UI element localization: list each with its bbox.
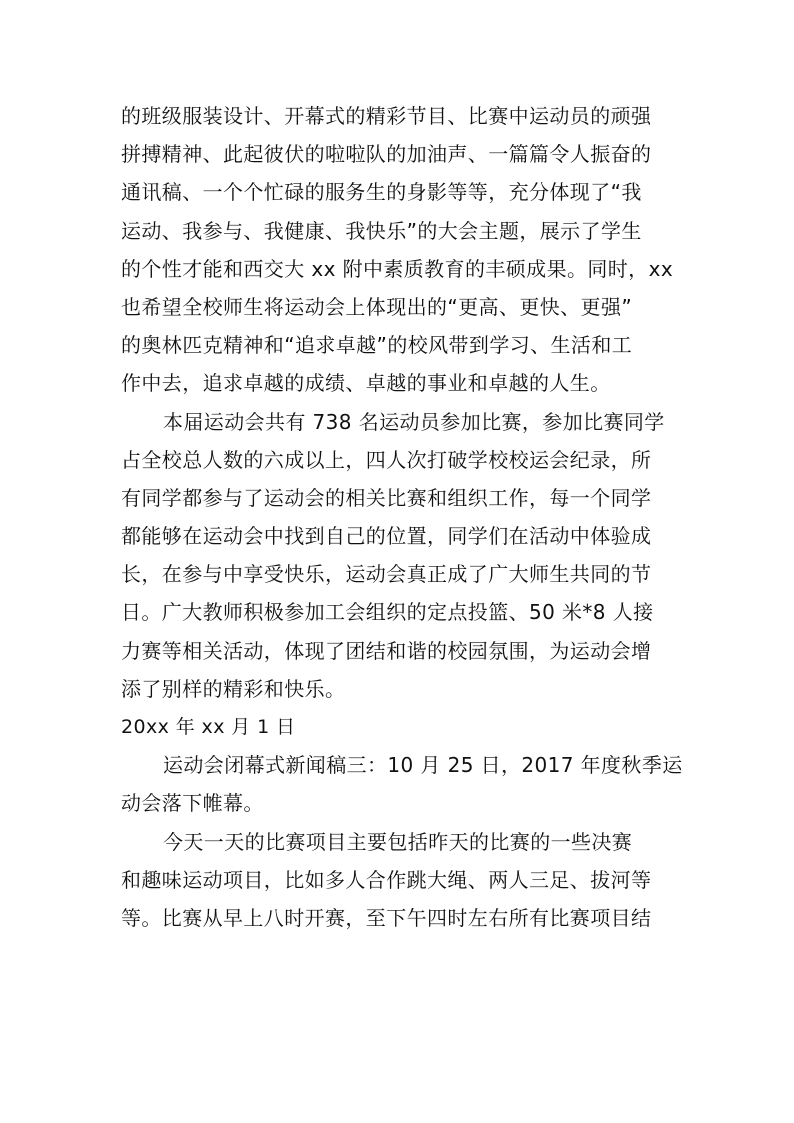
paragraph-first-line: 今天一天的比赛项目主要包括昨天的比赛的一些决赛: [163, 829, 633, 854]
text-line: 作中去，追求卓越的成绩、卓越的事业和卓越的人生。: [121, 371, 611, 396]
paragraph-first-line: 本届运动会共有 738 名运动员参加比赛，参加比赛同学: [163, 409, 665, 434]
paragraph-first-line: 运动会闭幕式新闻稿三：10 月 25 日，2017 年度秋季运: [163, 753, 683, 778]
text-line: 的个性才能和西交大 xx 附中素质教育的丰硕成果。同时，xx: [121, 256, 674, 281]
text-line: 的奥林匹克精神和“追求卓越”的校风带到学习、生活和工: [121, 333, 633, 358]
document-body: [121, 97, 681, 937]
text-line: 占全校总人数的六成以上，四人次打破学校校运会纪录，所: [121, 447, 652, 472]
text-line: 都能够在运动会中找到自己的位置，同学们在活动中体验成: [121, 524, 652, 549]
text-line: 日。广大教师积极参加工会组织的定点投篮、50 米*8 人接: [121, 600, 654, 625]
text-line: 通讯稿、一个个忙碌的服务生的身影等等，充分体现了“我: [121, 180, 642, 205]
text-line: 添了别样的精彩和快乐。: [121, 676, 346, 701]
text-line: 力赛等相关活动，体现了团结和谐的校园氛围，为运动会增: [121, 638, 652, 663]
text-line: 等。比赛从早上八时开赛，至下午四时左右所有比赛项目结: [121, 905, 652, 930]
text-line: 的班级服装设计、开幕式的精彩节目、比赛中运动员的顽强: [121, 104, 652, 128]
text-line: 有同学都参与了运动会的相关比赛和组织工作，每一个同学: [121, 485, 652, 510]
text-line: 动会落下帷幕。: [121, 791, 264, 816]
date-line: 20xx 年 xx 月 1 日: [121, 716, 296, 738]
text-line: 拼搏精神、此起彼伏的啦啦队的加油声、一篇篇令人振奋的: [121, 142, 652, 167]
text-line: 长，在参与中享受快乐，运动会真正成了广大师生共同的节: [121, 562, 652, 587]
text-line: 运动、我参与、我健康、我快乐”的大会主题，展示了学生: [121, 218, 642, 243]
text-line: 和趣味运动项目，比如多人合作跳大绳、两人三足、拔河等: [121, 867, 652, 892]
text-line: 也希望全校师生将运动会上体现出的“更高、更快、更强”: [121, 294, 633, 319]
